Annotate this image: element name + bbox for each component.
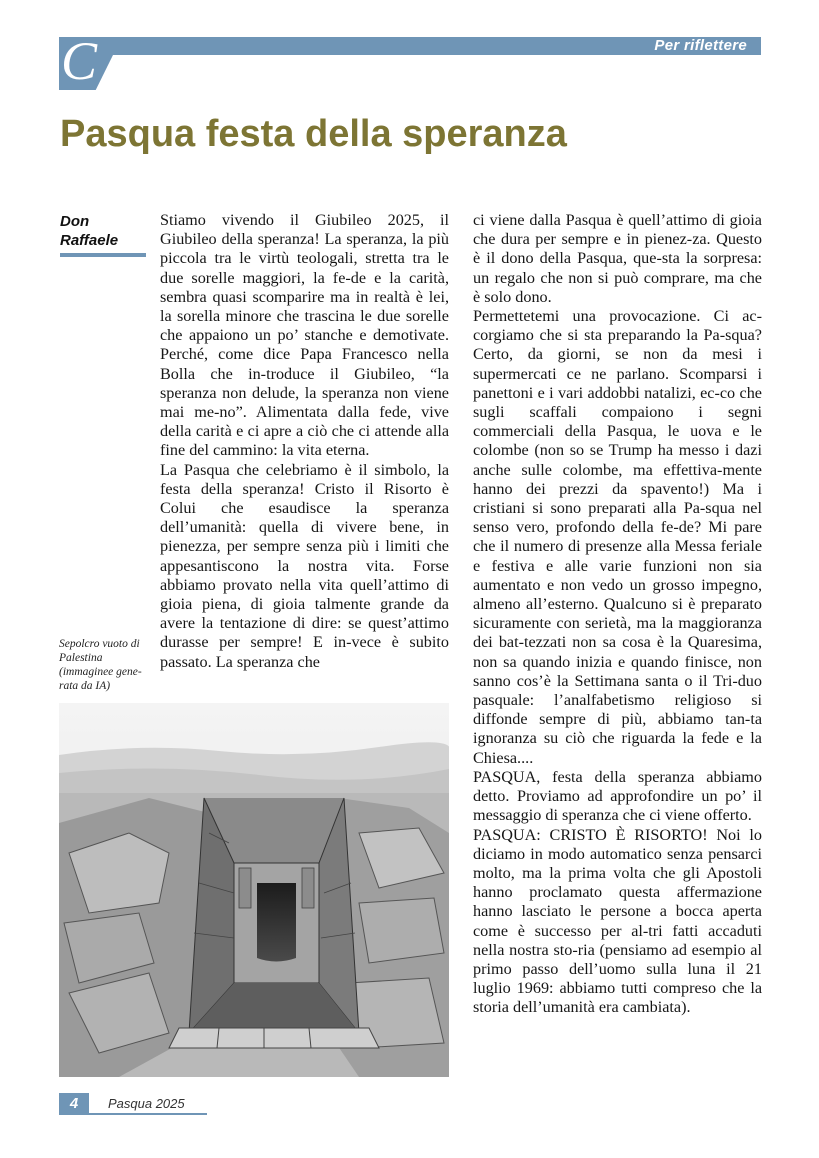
author-line-2: Raffaele [60, 232, 119, 249]
page-number-box [59, 1093, 89, 1115]
author-line-1: Don [60, 213, 90, 230]
author-underline [60, 253, 146, 257]
article-column-2 [473, 211, 762, 1018]
paragraph: Stiamo vivendo il Giubileo 2025, il Giubileo della speranza! La speranza, la più piccola tra le virtù teologali, stretta tra le due sorelle maggiori, la fe-de e la carità, sembra quasi scomparire ma in realtà è lei, la sorella minore che trascina le due sorelle che appaiono un po’ stanche e demotivate. Perché, come dice Papa Francesco nella Bolla che in-troduce il Giubileo, “la speranza non delude, la speranza non viene mai me-no”. Alimentata dalla fede, vive della carità e ci apre a ciò che ci attende alla fine del cammino: la vita eterna. [160, 211, 449, 460]
section-label: Per riflettere [654, 37, 747, 54]
author-byline [60, 212, 150, 250]
paragraph: PASQUA: CRISTO È RISORTO! Noi lo diciamo in modo automatico senza pensarci molto, ma la prima volta che gli Apostoli hanno proclamato questa affermazione hanno lasciato le persone a bocca aperta come è successo per al-tri fatti accaduti nella nostra sto-ria (pensiamo ad esempio al primo passo dell’uomo sulla luna il 21 luglio 1969: abbiamo tutti compreso che la storia dell’umanità era cambiata). [473, 825, 762, 1017]
image-caption: Sepolcro vuoto di Palestina (immaginee gene-rata da IA) [59, 638, 142, 692]
article-column-1 [160, 211, 449, 672]
page-number: 4 [69, 1095, 79, 1112]
section-header-bar [108, 37, 761, 55]
paragraph: PASQUA, festa della speranza abbiamo detto. Proviamo ad approfondire un po’ il messaggio di speranza che ci viene offerto. [473, 767, 762, 825]
paragraph: ci viene dalla Pasqua è quell’attimo di gioia che dura per sempre e in pienez-za. Questo è il dono della Pasqua, que-sta la sorpresa: un regalo che non si può comprare, ma che è solo dono. [473, 211, 762, 306]
footer-publication: Pasqua 2025 [108, 1096, 185, 1111]
article-title: Pasqua festa della speranza [60, 113, 567, 155]
section-drop-letter: C [61, 31, 98, 91]
paragraph: Permettetemi una provocazione. Ci ac-corgiamo che si sta preparando la Pa-squa? Certo, da giorni, se non da mesi i supermercati ce ne parlano. Scomparsi i panettoni e i vari addobbi natalizi, ec-co che sugli scaffali compaiono i segni commerciali della Pasqua, le uova e le colombe (non so se Trump ha messo i dazi anche sulle colombe, ma effettiva-mente hanno dei prezzi da spavento!) Ma i cristiani si sono preparati alla Pa-squa nel senso vero, profondo della fe-de? Mi pare che il numero di presenze alla Messa feriale e festiva e alle varie funzioni non sia aumentato e non vedo un grosso impegno, almeno all’esterno. Qualcuno si è preparato sicuramente con serietà, ma la maggioranza dei bat-tezzati non sa cosa è la Quaresima, non sa quando inizia e quando finisce, non sanno cos’è la Settimana santa o il Tri-duo pasquale: l’analfabetismo religioso si diffonde sempre di più, abbiamo tan-ta ignoranza su ciò che riguarda la fede e la Chiesa.... [473, 307, 762, 767]
empty-tomb-illustration [59, 703, 449, 1077]
footer-rule [59, 1113, 207, 1115]
paragraph: La Pasqua che celebriamo è il simbolo, la festa della speranza! Cristo il Risorto è Colui che esaudisce la speranza dell’umanità: quella di vivere bene, in pienezza, per sempre senza più i limiti che appesantiscono la nostra vita. Forse abbiamo provato nella vita quell’attimo di gioia piena, di gioia talmente grande da avere la tentazione di dire: se quest’attimo durasse per sempre! E in-vece è subito passato. La speranza che [160, 460, 449, 671]
